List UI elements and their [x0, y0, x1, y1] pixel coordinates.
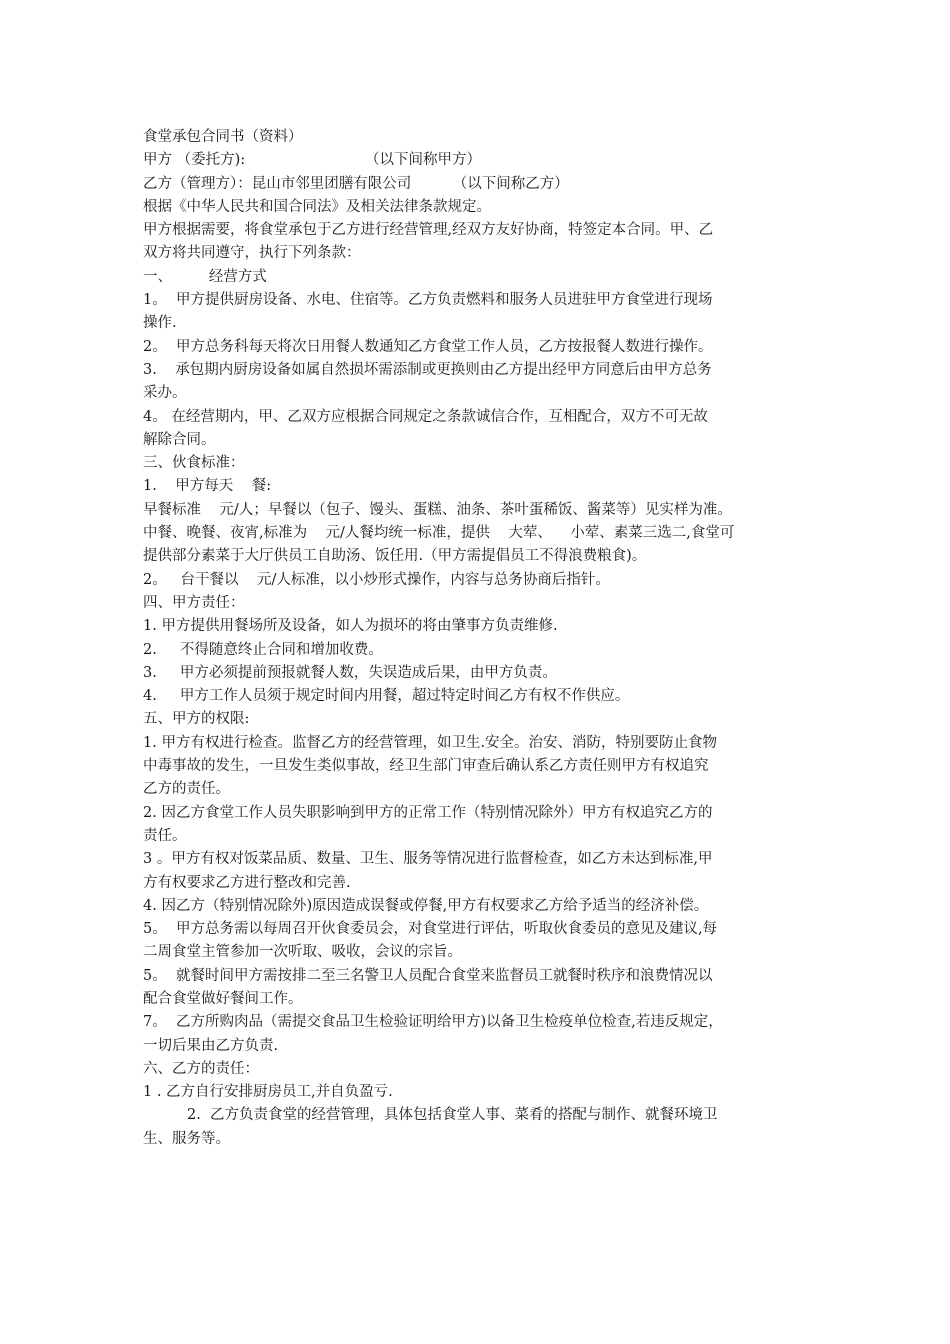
text-line: 2. 不得随意终止合同和增加收费。 [143, 641, 383, 658]
text-line: 二周食堂主管参加一次听取、吸收，会议的宗旨。 [143, 944, 462, 961]
text-line: 采办。 [143, 385, 187, 402]
document-title: 食堂承包合同书（资料） [143, 129, 303, 145]
party-a-line: 甲方 （委托方): （以下间称甲方） [143, 152, 481, 169]
section-heading: 六、乙方的责任： [143, 1060, 259, 1077]
text-line: 2. 因乙方食堂工作人员失职影响到甲方的正常工作（特别情况除外）甲方有权追究乙方的 [143, 804, 713, 821]
text-line: 配合食堂做好餐间工作。 [143, 990, 303, 1007]
text-line: 双方将共同遵守，执行下列条款： [143, 245, 361, 262]
text-line: 早餐标准 元/人；早餐以（包子、馒头、蛋糕、油条、茶叶蛋稀饭、酱菜等）见实样为准。 [143, 501, 732, 518]
text-line: 1。 甲方提供厨房设备、水电、住宿等。乙方负责燃料和服务人员进驻甲方食堂进行现场 [143, 292, 713, 309]
text-line: 提供部分素菜于大厅供员工自助汤、饭任用.（甲方需提倡员工不得浪费粮食)。 [143, 548, 647, 565]
text-line: 5。 甲方总务需以每周召开伙食委员会，对食堂进行评估，听取伙食委员的意见及建议,每 [143, 921, 718, 938]
text-line: 7。 乙方所购肉品（需提交食品卫生检验证明给甲方)以备卫生检疫单位检查,若违反规定， [143, 1014, 723, 1031]
text-line: 操作. [143, 315, 177, 332]
text-line: 5。 就餐时间甲方需按排二至三名警卫人员配合食堂来监督员工就餐时秩序和浪费情况以 [143, 967, 713, 984]
text-line: 中毒事故的发生，一旦发生类似事故，经卫生部门审查后确认系乙方责任则甲方有权追究 [143, 758, 709, 775]
text-line: 解除合同。 [143, 431, 216, 448]
party-b-line: 乙方（管理方）：昆山市邻里团膳有限公司 （以下间称乙方） [143, 175, 569, 192]
text-line: 1. 甲方提供用餐场所及设备，如人为损坏的将由肇事方负责维修. [143, 618, 558, 635]
text-line: 乙方的责任。 [143, 781, 230, 798]
text-line: 中餐、晚餐、夜宵,标准为 元/人餐均统一标准，提供 大荤、 小荤、素菜三选二,食堂可 [143, 525, 735, 542]
text-line: 根据《中华人民共和国合同法》及相关法律条款规定。 [143, 198, 491, 215]
document-body [143, 126, 811, 1151]
text-line: 3 。甲方有权对饭菜品质、数量、卫生、服务等情况进行监督检查，如乙方未达到标准,甲 [143, 851, 713, 868]
text-line: 甲方根据需要，将食堂承包于乙方进行经营管理,经双方友好协商，特签定本合同。甲、乙 [143, 222, 714, 239]
text-line: 1. 甲方每天 餐: [143, 478, 272, 495]
text-line: 3. 甲方必须提前预报就餐人数，失误造成后果，由甲方负责。 [143, 664, 557, 681]
text-line: 方有权要求乙方进行整改和完善. [143, 874, 351, 891]
text-line: 2。 甲方总务科每天将次日用餐人数通知乙方食堂工作人员，乙方按报餐人数进行操作。 [143, 338, 713, 355]
text-line: 2. 乙方负责食堂的经营管理，具体包括食堂人事、菜肴的搭配与制作、就餐环境卫 [187, 1107, 718, 1124]
section-heading: 五、甲方的权限: [143, 711, 250, 728]
text-line: 生、服务等。 [143, 1130, 230, 1147]
text-line: 1 . 乙方自行安排厨房员工,并自负盈亏. [143, 1084, 393, 1101]
text-line: 4。 在经营期内，甲、乙双方应根据合同规定之条款诚信合作，互相配合，双方不可无故 [143, 408, 708, 425]
text-line: 4. 因乙方（特别情况除外)原因造成误餐或停餐,甲方有权要求乙方给予适当的经济补偿。 [143, 897, 709, 914]
section-heading: 四、甲方责任： [143, 594, 245, 611]
text-line: 2。 台干餐以 元/人标准，以小炒形式操作，内容与总务协商后指针。 [143, 571, 610, 588]
text-line: 4. 甲方工作人员须于规定时间内用餐，超过特定时间乙方有权不作供应。 [143, 688, 630, 705]
text-line: 1. 甲方有权进行检查。监督乙方的经营管理，如卫生.安全。治安、消防，特别要防止食物 [143, 734, 718, 751]
text-line: 3. 承包期内厨房设备如属自然损坏需添制或更换则由乙方提出经甲方同意后由甲方总务 [143, 361, 712, 378]
text-line: 一切后果由乙方负责. [143, 1037, 279, 1054]
section-heading: 一、 经营方式 [143, 268, 267, 285]
text-line: 责任。 [143, 827, 187, 844]
section-heading: 三、伙食标准： [143, 455, 245, 472]
